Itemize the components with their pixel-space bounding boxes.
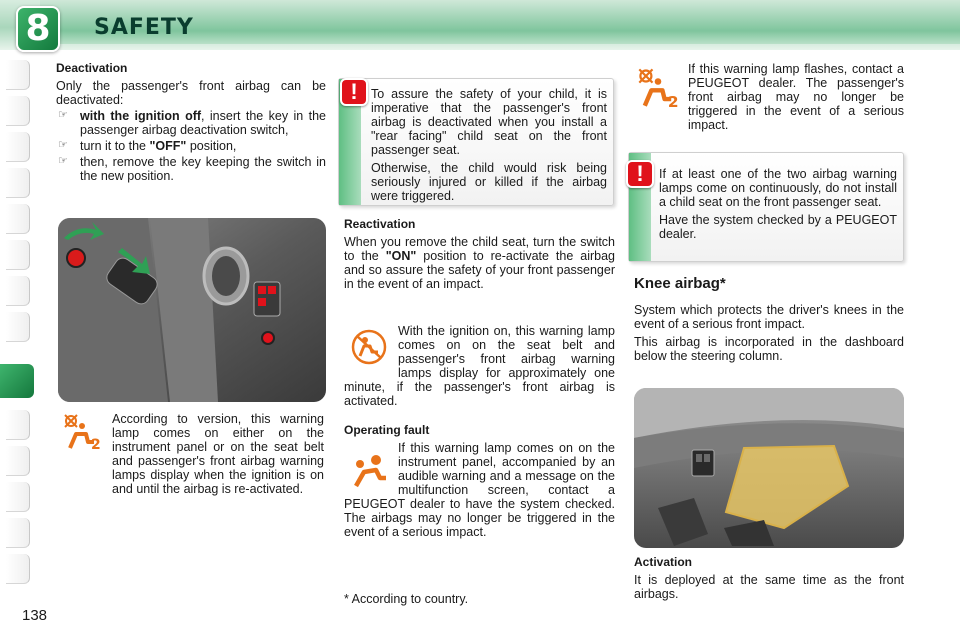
chapter-number-badge: 8 — [16, 6, 60, 52]
reactivation-lamp-text-content: With the ignition on, this warning lamp comes on on the seat belt and passenger's front airbag warning lamps display for approximately one minute, if the passenger's front airbag is activated. — [344, 324, 615, 408]
chapter-tab[interactable] — [6, 96, 30, 126]
footnote: * According to country. — [344, 592, 469, 606]
flash-note: If this warning lamp flashes, contact a PEUGEOT dealer. The passenger's front airbag may no longer be triggered in the event of a serious impact. — [688, 62, 904, 132]
reactivation-text — [344, 235, 615, 291]
reactivation-heading: Reactivation — [344, 217, 416, 231]
page-number: 138 — [22, 607, 48, 624]
chapter-tab[interactable] — [6, 482, 30, 512]
chapter-tab[interactable] — [6, 312, 30, 342]
knee-airbag-section — [634, 276, 904, 363]
knee-airbag-illustration — [634, 388, 904, 548]
activation-text: It is deployed at the same time as the front airbags. — [634, 573, 904, 602]
reactivation-prefix: When you remove the child seat, turn the switch to the — [344, 235, 615, 264]
step-bold: "OFF" — [149, 139, 187, 154]
airbag-off-icon — [62, 412, 102, 450]
deactivation-lamp-text — [112, 412, 324, 496]
step-bold: with the ignition off — [80, 109, 202, 124]
chapter-tab[interactable] — [6, 132, 30, 162]
airbag-switch-drawing — [58, 218, 326, 402]
step-text: position, — [186, 139, 237, 154]
svg-text:2: 2 — [91, 437, 101, 450]
chapter-tab[interactable] — [6, 168, 30, 198]
chapter-tab-active[interactable] — [0, 364, 34, 398]
chapter-tab[interactable] — [6, 554, 30, 584]
warning-icon: ! — [626, 160, 654, 188]
chapter-tab[interactable] — [6, 60, 30, 90]
chapter-tab[interactable] — [6, 446, 30, 476]
deactivation-step — [56, 155, 326, 183]
chapter-title: SAFETY — [94, 15, 194, 40]
deactivation-lamp-text-content: According to version, this warning lamp comes on either on the instrument panel or on the seat belt and passenger's front airbag warning lamps display when the ignition is on and until the airbag is re-activated. — [112, 412, 324, 496]
knee-airbag-heading: Knee airbag* — [634, 275, 726, 292]
bullet-icon: ☞ — [58, 155, 68, 168]
chapter-tab[interactable] — [6, 240, 30, 270]
two-lamps-warning-p2: Have the system checked by a PEUGEOT dealer. — [659, 213, 897, 241]
knee-airbag-drawing — [634, 388, 904, 548]
child-seat-warning-box — [338, 78, 614, 206]
airbag-fault-icon — [350, 450, 390, 490]
chapter-tabs — [0, 60, 34, 580]
two-lamps-warning-text — [659, 167, 897, 241]
chapter-tab[interactable] — [6, 276, 30, 306]
deactivation-steps — [56, 109, 326, 183]
svg-text:2: 2 — [667, 92, 679, 108]
two-lamps-warning-box — [628, 152, 904, 262]
activation-section — [634, 556, 904, 601]
reactivation-bold: "ON" — [385, 249, 417, 264]
airbag-switch-illustration — [58, 218, 326, 402]
deactivation-step — [56, 139, 326, 153]
reactivation-lamp-text — [344, 324, 615, 408]
bullet-icon: ☞ — [58, 139, 68, 152]
knee-airbag-p2: This airbag is incorporated in the dashboard below the steering column. — [634, 334, 904, 363]
step-prefix: turn it to the — [80, 139, 150, 154]
step-text: , insert the key in the passenger airbag deactivation switch, — [80, 109, 326, 138]
step-text: then, remove the key keeping the switch in the new position. — [80, 155, 326, 184]
chapter-tab[interactable] — [6, 204, 30, 234]
deactivation-intro: Only the passenger's front airbag can be deactivated: — [56, 79, 326, 108]
operating-fault-heading: Operating fault — [344, 423, 430, 437]
two-lamps-warning-p1: If at least one of the two airbag warning lamps come on continuously, do not install a child seat on the front passenger seat. — [659, 167, 897, 209]
warning-icon: ! — [340, 78, 368, 106]
chapter-tab[interactable] — [6, 518, 30, 548]
deactivation-section — [56, 62, 326, 185]
bullet-icon: ☞ — [58, 109, 68, 122]
reactivation-body: position to re-activate the airbag and so assure the safety of your front passenger in the event of an impact. — [344, 249, 615, 292]
airbag-off-icon — [636, 66, 680, 108]
deactivation-heading: Deactivation — [56, 61, 128, 75]
deactivation-step — [56, 109, 326, 137]
reactivation-section — [344, 218, 615, 291]
child-seat-warning-text — [371, 87, 607, 203]
page-header — [0, 0, 960, 50]
child-seat-warning-p2: Otherwise, the child would risk being seriously injured or killed if the airbag were triggered. — [371, 161, 607, 203]
knee-airbag-p1: System which protects the driver's knees in the event of a serious front impact. — [634, 302, 904, 331]
child-seat-warning-p1: To assure the safety of your child, it is imperative that the passenger's front airbag is deactivated when you install a "rear facing" child seat on the front passenger seat. — [371, 87, 607, 157]
chapter-tab[interactable] — [6, 410, 30, 440]
activation-heading: Activation — [634, 555, 693, 569]
operating-fault-text-content: If this warning lamp comes on on the instrument panel, accompanied by an audible warning and a message on the multifunction screen, contact a PEUGEOT dealer to have the system checked. The airbags may no longer be triggered in the event of a serious impact. — [344, 441, 615, 540]
